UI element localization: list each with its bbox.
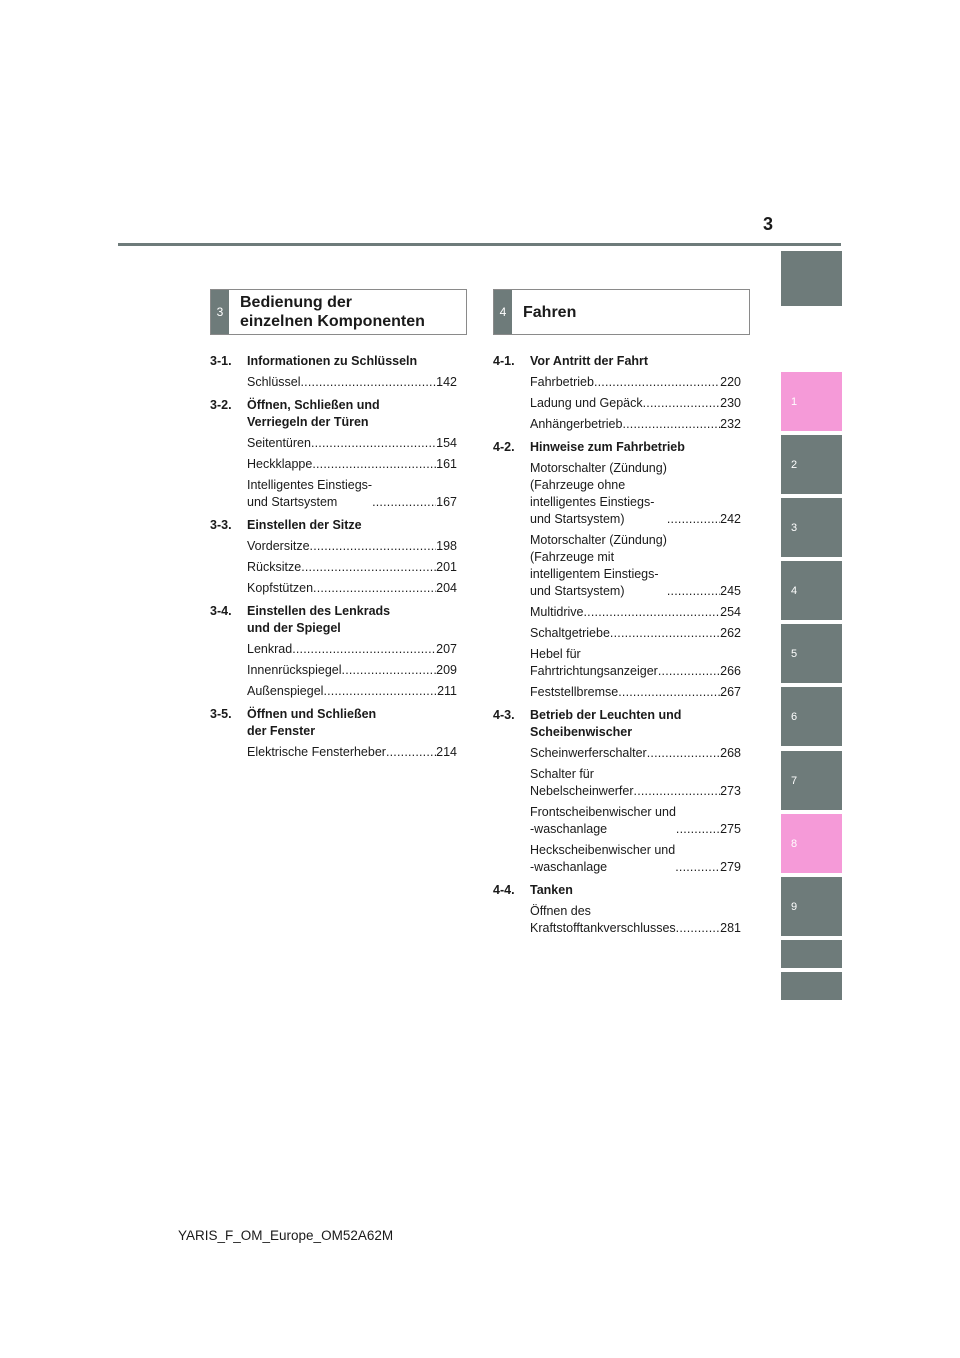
entry-title: Intelligentes Einstiegs- und Startsystem xyxy=(247,478,373,509)
toc-entry[interactable] xyxy=(210,641,457,658)
entry-page-number: 242 xyxy=(720,512,741,526)
toc-entry[interactable] xyxy=(210,456,457,473)
toc-entry[interactable] xyxy=(210,374,457,391)
chapter-tab-8[interactable]: 7 xyxy=(781,751,842,810)
entry-title: Frontscheibenwischer und -waschanlage xyxy=(530,805,676,836)
dot-leader xyxy=(675,859,720,876)
entry-title: Motorschalter (Zündung) (Fahrzeuge mit intelligentem Einstiegs- und Startsystem) xyxy=(530,533,667,598)
entry-title: Außenspiegel xyxy=(247,684,324,698)
section-header-3 xyxy=(210,289,467,335)
subsection-code: 3-3. xyxy=(210,518,232,532)
subsection-title: Hinweise zum Fahrbetrieb xyxy=(530,440,685,454)
dot-leader xyxy=(667,583,720,600)
subsection-title: Tanken xyxy=(530,883,573,897)
entry-page-number: 268 xyxy=(720,746,741,760)
entry-title: Feststellbremse xyxy=(530,685,619,699)
toc-entry[interactable] xyxy=(493,604,741,621)
dot-leader xyxy=(676,920,720,937)
toc-entry[interactable] xyxy=(493,416,741,433)
section-number: 3 xyxy=(211,290,229,334)
toc-entry[interactable] xyxy=(493,532,741,600)
subsection-code: 3-2. xyxy=(210,398,232,412)
subsection-code: 4-2. xyxy=(493,440,515,454)
subsection-code: 3-5. xyxy=(210,707,232,721)
entry-title: Heckscheibenwischer und -waschanlage xyxy=(530,843,676,874)
subsection-title: Betrieb der Leuchten und Scheibenwischer xyxy=(530,708,682,739)
entry-title: Lenkrad xyxy=(247,642,293,656)
entry-title: Hebel für Fahrtrichtungsanzeiger xyxy=(530,647,658,678)
toc-entry[interactable] xyxy=(210,683,457,700)
entry-title: Öffnen des Kraftstofftankverschlusses xyxy=(530,904,676,935)
dot-leader xyxy=(301,559,436,576)
dot-leader xyxy=(313,580,436,597)
chapter-tab-11[interactable] xyxy=(781,940,842,968)
entry-page-number: 207 xyxy=(436,642,457,656)
entry-page-number: 161 xyxy=(436,457,457,471)
entry-page-number: 273 xyxy=(720,784,741,798)
chapter-tab-5[interactable]: 4 xyxy=(781,561,842,620)
subsection-code: 4-3. xyxy=(493,708,515,722)
dot-leader xyxy=(311,435,436,452)
entry-page-number: 266 xyxy=(720,664,741,678)
dot-leader xyxy=(372,494,436,511)
entry-title: Elektrische Fensterheber xyxy=(247,745,386,759)
entry-page-number: 204 xyxy=(436,581,457,595)
dot-leader xyxy=(618,684,720,701)
chapter-tab-10[interactable]: 9 xyxy=(781,877,842,936)
toc-entry[interactable] xyxy=(493,625,741,642)
toc-subsection[interactable] xyxy=(210,353,457,370)
subsection-title: Vor Antritt der Fahrt xyxy=(530,354,649,368)
dot-leader xyxy=(310,538,437,555)
section-title-line-2: einzelnen Komponenten xyxy=(240,313,425,330)
entry-title: Anhängerbetrieb xyxy=(530,417,623,431)
chapter-tab-3[interactable]: 2 xyxy=(781,435,842,494)
toc-entry[interactable] xyxy=(210,662,457,679)
entry-page-number: 167 xyxy=(436,495,457,509)
entry-page-number: 201 xyxy=(436,560,457,574)
entry-title: Heckklappe xyxy=(247,457,313,471)
dot-leader xyxy=(610,625,720,642)
dot-leader xyxy=(312,456,436,473)
entry-title: Innenrückspiegel xyxy=(247,663,342,677)
chapter-tab-9[interactable]: 8 xyxy=(781,814,842,873)
subsection-title: Informationen zu Schlüsseln xyxy=(247,354,418,368)
toc-subsection[interactable] xyxy=(210,517,457,534)
entry-title: Multidrive xyxy=(530,605,584,619)
toc-subsection[interactable] xyxy=(493,439,741,456)
subsection-title: Öffnen, Schließen und Verriegeln der Türen xyxy=(247,398,380,429)
toc-entry[interactable] xyxy=(493,745,741,762)
section-title-line-1: Bedienung der xyxy=(240,294,353,311)
section-title-line-1: Fahren xyxy=(523,303,577,321)
toc-subsection[interactable] xyxy=(493,353,741,370)
section-title xyxy=(523,290,745,334)
entry-page-number: 275 xyxy=(720,822,741,836)
entry-title: Seitentüren xyxy=(247,436,311,450)
dot-leader xyxy=(594,374,720,391)
header-rule xyxy=(118,243,841,246)
entry-page-number: 267 xyxy=(720,685,741,699)
dot-leader xyxy=(667,511,720,528)
subsection-title: Öffnen und Schließen der Fenster xyxy=(247,707,377,738)
toc-entry[interactable] xyxy=(493,804,741,838)
entry-title: Kopfstützen xyxy=(247,581,314,595)
toc-column-4 xyxy=(493,353,741,943)
toc-entry[interactable] xyxy=(210,538,457,555)
entry-page-number: 214 xyxy=(436,745,457,759)
chapter-tab-4[interactable]: 3 xyxy=(781,498,842,557)
toc-entry[interactable] xyxy=(210,580,457,597)
entry-page-number: 154 xyxy=(436,436,457,450)
entry-title: Ladung und Gepäck xyxy=(530,396,643,410)
dot-leader xyxy=(584,604,721,621)
dot-leader xyxy=(643,395,721,412)
chapter-tab-2[interactable]: 1 xyxy=(781,372,842,431)
subsection-title: Einstellen der Sitze xyxy=(247,518,362,532)
toc-entry[interactable] xyxy=(493,684,741,701)
toc-subsection[interactable] xyxy=(210,706,457,740)
entry-title: Rücksitze xyxy=(247,560,302,574)
toc-entry[interactable] xyxy=(493,842,741,876)
toc-entry[interactable] xyxy=(493,460,741,528)
toc-entry[interactable] xyxy=(210,477,457,511)
toc-subsection[interactable] xyxy=(210,397,457,431)
toc-entry[interactable] xyxy=(493,766,741,800)
dot-leader xyxy=(634,783,721,800)
toc-entry[interactable] xyxy=(493,903,741,937)
dot-leader xyxy=(647,745,720,762)
toc-entry[interactable] xyxy=(210,435,457,452)
chapter-tab-12[interactable] xyxy=(781,972,842,1000)
toc-entry[interactable] xyxy=(210,744,457,761)
chapter-tab-6[interactable]: 5 xyxy=(781,624,842,683)
entry-page-number: 281 xyxy=(720,921,741,935)
toc-column-3 xyxy=(210,353,457,767)
toc-subsection[interactable] xyxy=(493,882,741,899)
chapter-tab-7[interactable]: 6 xyxy=(781,687,842,746)
entry-page-number: 142 xyxy=(436,375,457,389)
dot-leader xyxy=(301,374,437,391)
entry-page-number: 232 xyxy=(720,417,741,431)
subsection-code: 3-1. xyxy=(210,354,232,368)
entry-page-number: 245 xyxy=(720,584,741,598)
page-number: 3 xyxy=(762,214,773,234)
dot-leader xyxy=(386,744,436,761)
toc-entry[interactable] xyxy=(210,559,457,576)
dot-leader xyxy=(622,416,720,433)
toc-entry[interactable] xyxy=(493,646,741,680)
dot-leader xyxy=(323,683,437,700)
dot-leader xyxy=(292,641,436,658)
toc-subsection[interactable] xyxy=(210,603,457,637)
entry-title: Schlüssel xyxy=(247,375,301,389)
entry-page-number: 198 xyxy=(436,539,457,553)
toc-entry[interactable] xyxy=(493,374,741,391)
entry-title: Scheinwerferschalter xyxy=(530,746,647,760)
entry-title: Motorschalter (Zündung) (Fahrzeuge ohne intelligentes Einstiegs- und Startsystem) xyxy=(530,461,667,526)
dot-leader xyxy=(658,663,720,680)
entry-page-number: 220 xyxy=(720,375,741,389)
entry-page-number: 279 xyxy=(720,860,741,874)
chapter-tab-1[interactable] xyxy=(781,251,842,306)
entry-page-number: 262 xyxy=(720,626,741,640)
dot-leader xyxy=(676,821,720,838)
entry-title: Schaltgetriebe xyxy=(530,626,610,640)
section-number: 4 xyxy=(494,290,512,334)
toc-entry[interactable] xyxy=(493,395,741,412)
entry-title: Schalter für Nebelscheinwerfer xyxy=(530,767,634,798)
subsection-code: 4-4. xyxy=(493,883,515,897)
section-title xyxy=(240,290,462,334)
section-header-4 xyxy=(493,289,750,335)
entry-page-number: 211 xyxy=(437,684,457,698)
entry-page-number: 209 xyxy=(436,663,457,677)
entry-page-number: 230 xyxy=(720,396,741,410)
entry-title: Vordersitze xyxy=(247,539,310,553)
entry-title: Fahrbetrieb xyxy=(530,375,594,389)
dot-leader xyxy=(342,662,437,679)
subsection-code: 3-4. xyxy=(210,604,232,618)
document-footer: YARIS_F_OM_Europe_OM52A62M xyxy=(178,1228,394,1243)
entry-page-number: 254 xyxy=(720,605,741,619)
subsection-title: Einstellen des Lenkrads und der Spiegel xyxy=(247,604,391,635)
subsection-code: 4-1. xyxy=(493,354,515,368)
toc-subsection[interactable] xyxy=(493,707,741,741)
